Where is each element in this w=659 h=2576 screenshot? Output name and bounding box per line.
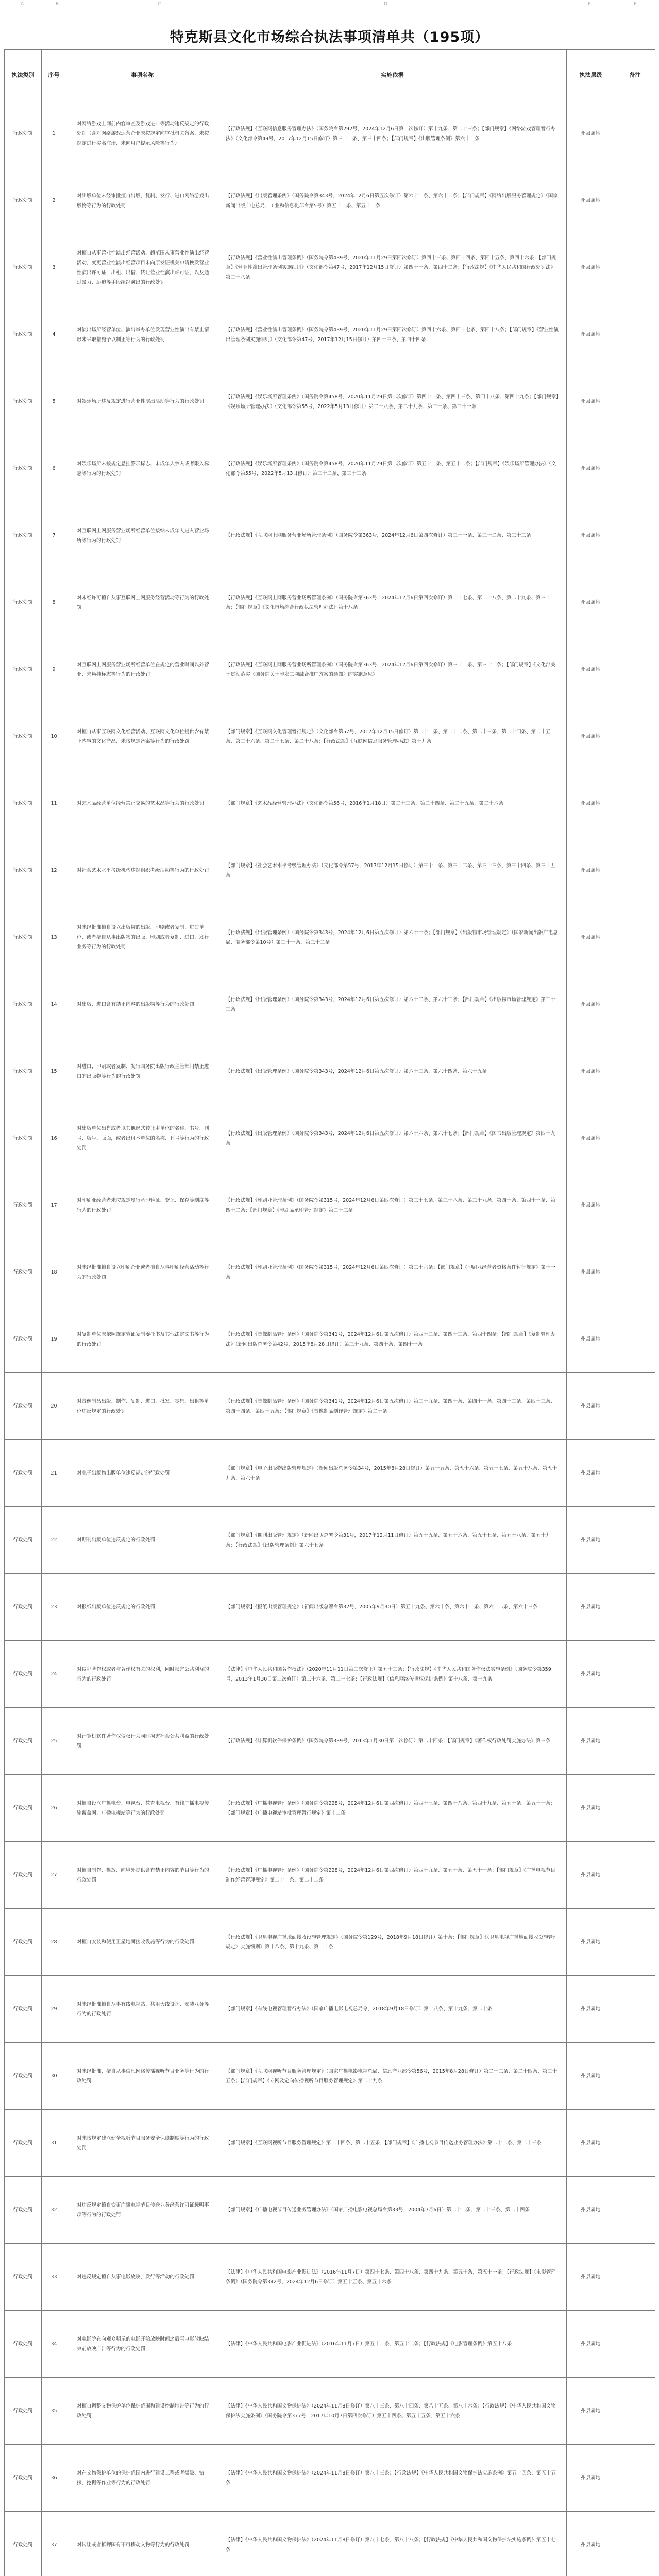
row-legal-basis-cell: 【行政法规】《广播电视管理条例》（国务院令第228号，2024年12月6日第四次修订）第四十七条、第四十八条、第四十九条、第五十条、第五十一条；【部门规章】《广播电视站审批管理暂行规定》第十二条 — [218, 1775, 567, 1842]
row-note-cell — [615, 1373, 655, 1440]
column-letter-d: D — [384, 2, 387, 7]
row-category-cell: 行政处罚 — [5, 234, 42, 301]
row-seq-cell: 14 — [42, 971, 66, 1038]
row-level-cell: 州县属地 — [567, 502, 615, 569]
row-level-cell: 州县属地 — [567, 100, 615, 167]
row-legal-basis-cell: 【法律】《中华人民共和国电影产业促进法》（2016年11月7日）第五十一条、第五十二条；【行政法规】《电影管理条例》第五十八条 — [218, 2311, 567, 2378]
row-level-cell: 州县属地 — [567, 2311, 615, 2378]
row-category-cell: 行政处罚 — [5, 1574, 42, 1641]
row-note-cell — [615, 502, 655, 569]
row-legal-basis-cell: 【法律】《中华人民共和国文物保护法》（2024年11月8日修订）第八十七条、第八十八条；【行政法规】《中华人民共和国文物保护法实施条例》第五十七条 — [218, 2512, 567, 2576]
row-legal-basis-cell: 【行政法规】《互联网上网服务营业场所管理条例》（国务院令第363号，2024年12月6日第四次修订）第二十七条、第二十八条、第二十九条、第三十条；【部门规章】《文化市场综合行政执法管理办法》第十八条 — [218, 569, 567, 636]
row-seq-cell: 4 — [42, 301, 66, 368]
row-note-cell — [615, 1775, 655, 1842]
row-seq-cell: 17 — [42, 1172, 66, 1239]
table-row — [5, 1708, 655, 1775]
row-note-cell — [615, 1440, 655, 1507]
row-category-cell: 行政处罚 — [5, 971, 42, 1038]
row-level-cell: 州县属地 — [567, 234, 615, 301]
row-level-cell: 州县属地 — [567, 1641, 615, 1708]
row-category-cell: 行政处罚 — [5, 1373, 42, 1440]
row-legal-basis-cell: 【行政法规】《印刷业管理条例》（国务院令第315号，2024年12月6日第四次修订）第三十六条；【部门规章】《印刷业经营者资格条件暂行规定》第十一条 — [218, 1239, 567, 1306]
row-legal-basis-cell: 【法律】《中华人民共和国文物保护法》（2024年11月8日修订）第八十三条、第八十四条、第八十五条、第八十六条；【行政法规】《中华人民共和国文物保护法实施条例》（国务院令第377号，2017年10月7日第四次修订）第五十四条、第五十五条、第五十六条 — [218, 2378, 567, 2445]
row-item-name-cell: 对印刷业经营者未按规定履行承印验证、登记、保存等制度等行为的行政处罚 — [66, 1172, 218, 1239]
row-legal-basis-cell: 【部门规章】《互联网视听节目服务管理规定》第二十四条、第二十五条；【部门规章】《广播电视节目传送业务管理办法》第二十二条、第二十三条 — [218, 2110, 567, 2177]
row-level-cell: 州县属地 — [567, 770, 615, 837]
row-note-cell — [615, 100, 655, 167]
row-legal-basis-cell: 【行政法规】《印刷业管理条例》（国务院令第315号，2024年12月6日第四次修订）第三十七条、第三十八条、第三十九条、第四十条、第四十一条、第四十二条；【部门规章】《印刷品承印管理规定》第二十三条 — [218, 1172, 567, 1239]
row-legal-basis-cell: 【部门规章】《互联网视听节目服务管理规定》（国家广播电影电视总局、信息产业部令第56号，2015年8月28日修订）第二十三条、第二十四条、第二十五条；【部门规章】《专网及定向传播视听节目服务管理规定》第二十九条 — [218, 2043, 567, 2110]
row-note-cell — [615, 1708, 655, 1775]
row-item-name-cell: 对擅自从事互联网文化经营活动、互联网文化单位提供含有禁止内容的文化产品、未按规定备案等行为的行政处罚 — [66, 703, 218, 770]
row-item-name-cell: 对娱乐场所未按规定悬挂警示标志、未成年人禁入或者限入标志等行为的行政处罚 — [66, 435, 218, 502]
row-note-cell — [615, 636, 655, 703]
row-category-cell: 行政处罚 — [5, 100, 42, 167]
row-note-cell — [615, 1038, 655, 1105]
column-letter-b: B — [56, 2, 59, 7]
row-legal-basis-cell: 【部门规章】《互联网文化管理暂行规定》（文化部令第57号，2017年12月15日修订）第二十一条、第二十二条、第二十三条、第二十四条、第二十五条、第二十六条、第二十七条、第二十八条；【行政法规】《互联网信息服务管理办法》第十九条 — [218, 703, 567, 770]
row-seq-cell: 19 — [42, 1306, 66, 1373]
row-seq-cell: 10 — [42, 703, 66, 770]
row-legal-basis-cell: 【行政法规】《出版管理条例》（国务院令第343号，2024年12月6日第五次修订）第六十六条、第六十七条；【部门规章】《图书出版管理规定》第四十九条 — [218, 1105, 567, 1172]
row-item-name-cell: 对转让或者抵押国有不可移动文物等行为的行政处罚 — [66, 2512, 218, 2576]
header-level: 执法层级 — [567, 50, 615, 100]
row-seq-cell: 26 — [42, 1775, 66, 1842]
row-item-name-cell: 对侵犯著作权或者与著作权有关的权利，同时损害公共利益的行为的行政处罚 — [66, 1641, 218, 1708]
table-row — [5, 1641, 655, 1708]
table-row — [5, 234, 655, 301]
row-level-cell: 州县属地 — [567, 1775, 615, 1842]
row-level-cell: 州县属地 — [567, 971, 615, 1038]
row-seq-cell: 13 — [42, 904, 66, 971]
row-note-cell — [615, 1909, 655, 1976]
table-row — [5, 435, 655, 502]
header-seq: 序号 — [42, 50, 66, 100]
row-note-cell — [615, 2043, 655, 2110]
row-item-name-cell: 对演出场所经营单位、演出举办单位发现营业性演出有禁止情形未采取措施予以制止等行为的行政处罚 — [66, 301, 218, 368]
row-legal-basis-cell: 【行政法规】《出版管理条例》（国务院令第343号，2024年12月6日第五次修订）第六十二条、第六十三条；【部门规章】《出版物市场管理规定》第三十三条 — [218, 971, 567, 1038]
row-seq-cell: 7 — [42, 502, 66, 569]
row-legal-basis-cell: 【部门规章】《电子出版物出版管理规定》（新闻出版总署令第34号，2015年8月28日修订）第五十五条、第五十六条、第五十七条、第五十八条、第五十九条、第六十条 — [218, 1440, 567, 1507]
row-seq-cell: 37 — [42, 2512, 66, 2576]
row-seq-cell: 12 — [42, 837, 66, 904]
row-note-cell — [615, 2445, 655, 2512]
row-legal-basis-cell: 【行政法规】《广播电视管理条例》（国务院令第228号，2024年12月6日第四次修订）第四十九条、第五十条、第五十一条；【部门规章】《广播电视节目制作经营管理规定》第二十一条、第二十二条 — [218, 1842, 567, 1909]
row-item-name-cell: 对违反规定擅自从事电影放映、发行等活动的行政处罚 — [66, 2244, 218, 2311]
table-row — [5, 100, 655, 167]
row-note-cell — [615, 1105, 655, 1172]
table-row — [5, 2311, 655, 2378]
row-legal-basis-cell: 【行政法规】《互联网上网服务营业场所管理条例》（国务院令第363号，2024年12月6日第四次修订）第三十一条、第三十二条、第三十三条 — [218, 502, 567, 569]
table-row — [5, 2043, 655, 2110]
row-category-cell: 行政处罚 — [5, 2177, 42, 2244]
header-name: 事项名称 — [66, 50, 218, 100]
row-category-cell: 行政处罚 — [5, 368, 42, 435]
document-title: 特克斯县文化市场综合执法事项清单共（195项） — [170, 29, 489, 45]
table-row — [5, 770, 655, 837]
row-category-cell: 行政处罚 — [5, 2043, 42, 2110]
row-level-cell: 州县属地 — [567, 703, 615, 770]
row-category-cell: 行政处罚 — [5, 837, 42, 904]
row-seq-cell: 25 — [42, 1708, 66, 1775]
row-note-cell — [615, 971, 655, 1038]
row-legal-basis-cell: 【法律】《中华人民共和国文物保护法》（2024年11月8日修订）第八十三条；【行政法规】《中华人民共和国文物保护法实施条例》第五十四条、第五十五条 — [218, 2445, 567, 2512]
row-legal-basis-cell: 【行政法规】《计算机软件保护条例》（国务院令第339号，2013年1月30日第二次修订）第二十四条；【部门规章】《著作权行政处罚实施办法》第三条 — [218, 1708, 567, 1775]
row-item-name-cell: 对社会艺术水平考级机构违规组织考级活动等行为的行政处罚 — [66, 837, 218, 904]
row-legal-basis-cell: 【法律】《中华人民共和国著作权法》（2020年11月11日第三次修正）第五十三条；【行政法规】《中华人民共和国著作权法实施条例》（国务院令第359号，2013年1月30日第二次修订）第三十六条、第三十七条；【行政法规】《信息网络传播权保护条例》第十八条、第十九条 — [218, 1641, 567, 1708]
table-row — [5, 1507, 655, 1574]
table-row — [5, 837, 655, 904]
row-seq-cell: 16 — [42, 1105, 66, 1172]
row-category-cell: 行政处罚 — [5, 703, 42, 770]
row-level-cell: 州县属地 — [567, 1105, 615, 1172]
row-item-name-cell: 对艺术品经营单位经营禁止交易的艺术品等行为的行政处罚 — [66, 770, 218, 837]
row-legal-basis-cell: 【部门规章】《报纸出版管理规定》（新闻出版总署令第32号，2005年9月30日）第五十九条、第六十条、第六十一条、第六十二条、第六十三条 — [218, 1574, 567, 1641]
row-item-name-cell: 对未经批准擅自从事有线电视站、共用天线设计、安装业务等行为的行政处罚 — [66, 1976, 218, 2043]
row-category-cell: 行政处罚 — [5, 435, 42, 502]
row-seq-cell: 31 — [42, 2110, 66, 2177]
row-item-name-cell: 对未经许可擅自从事互联网上网服务经营活动等行为的行政处罚 — [66, 569, 218, 636]
table-row — [5, 1373, 655, 1440]
row-item-name-cell: 对网络游戏上网前内容审查及游戏进口等活动违反规定的行政处罚（含对网络游戏运营企业未按规定向审批机关备案、未按规定进行实名注册、未向用户提示风险等行为） — [66, 100, 218, 167]
row-seq-cell: 2 — [42, 167, 66, 234]
row-note-cell — [615, 2110, 655, 2177]
table-row — [5, 301, 655, 368]
row-item-name-cell: 对擅自设立广播电台、电视台、教育电视台、有线广播电视传输覆盖网、广播电视站等行为的行政处罚 — [66, 1775, 218, 1842]
table-row — [5, 703, 655, 770]
row-category-cell: 行政处罚 — [5, 904, 42, 971]
table-row — [5, 1440, 655, 1507]
row-seq-cell: 34 — [42, 2311, 66, 2378]
row-item-name-cell: 对进口、印刷或者复制、发行国务院出版行政主管部门禁止进口的出版物等行为的行政处罚 — [66, 1038, 218, 1105]
header-basis: 实施依据 — [218, 50, 567, 100]
row-level-cell: 州县属地 — [567, 1440, 615, 1507]
row-item-name-cell: 对电子出版物出版单位违反规定的行政处罚 — [66, 1440, 218, 1507]
row-item-name-cell: 对出版单位出售或者以其他形式转让本单位的名称、书号、刊号、版号、版面，或者出租本单位的名称、刊号等行为的行政处罚 — [66, 1105, 218, 1172]
row-note-cell — [615, 2244, 655, 2311]
table-row — [5, 1842, 655, 1909]
row-item-name-cell: 对期刊出版单位违反规定的行政处罚 — [66, 1507, 218, 1574]
row-category-cell: 行政处罚 — [5, 1775, 42, 1842]
row-category-cell: 行政处罚 — [5, 2378, 42, 2445]
row-note-cell — [615, 1842, 655, 1909]
row-note-cell — [615, 368, 655, 435]
row-seq-cell: 20 — [42, 1373, 66, 1440]
row-seq-cell: 11 — [42, 770, 66, 837]
row-category-cell: 行政处罚 — [5, 569, 42, 636]
table-row — [5, 1038, 655, 1105]
row-note-cell — [615, 770, 655, 837]
row-level-cell: 州县属地 — [567, 435, 615, 502]
row-category-cell: 行政处罚 — [5, 2311, 42, 2378]
table-row — [5, 1172, 655, 1239]
table-row — [5, 502, 655, 569]
row-legal-basis-cell: 【行政法规】《营业性演出管理条例》（国务院令第439号，2020年11月29日第四次修订）第四十三条、第四十四条、第四十五条、第四十六条；【部门规章】《营业性演出管理条例实施细则》（文化部令第47号，2017年12月15日修订）第四十一条、第四十二条；【行政法规】《中华人民共和国行政处罚法》第二十八条 — [218, 234, 567, 301]
table-row — [5, 2512, 655, 2576]
row-item-name-cell: 对未按规定建立健全视听节目服务安全保障制度等行为的行政处罚 — [66, 2110, 218, 2177]
row-legal-basis-cell: 【行政法规】《出版管理条例》（国务院令第343号，2024年12月6日第五次修订）第六十一条、第六十二条；【部门规章】《网络出版服务管理规定》（国家新闻出版广电总局、工业和信息化部令第5号）第五十一条、第五十二条 — [218, 167, 567, 234]
row-legal-basis-cell: 【行政法规】《音像制品管理条例》（国务院令第341号，2024年12月6日第五次修订）第三十九条、第四十条、第四十一条、第四十二条、第四十三条、第四十四条、第四十五条；【部门规章】《音像制品制作管理规定》第二十条 — [218, 1373, 567, 1440]
row-level-cell: 州县属地 — [567, 904, 615, 971]
column-letter-c: C — [158, 2, 161, 7]
row-item-name-cell: 对未经批准擅自设立出版物的出版、印刷或者复制、进口单位，或者擅自从事出版物的出版、印刷或者复制、进口、发行业务等行为的行政处罚 — [66, 904, 218, 971]
row-seq-cell: 29 — [42, 1976, 66, 2043]
row-seq-cell: 35 — [42, 2378, 66, 2445]
row-category-cell: 行政处罚 — [5, 502, 42, 569]
row-item-name-cell: 对互联网上网服务营业场所经营单位接纳未成年人进入营业场所等行为的行政处罚 — [66, 502, 218, 569]
row-legal-basis-cell: 【行政法规】《娱乐场所管理条例》（国务院令第458号，2020年11月29日第二次修订）第五十一条、第五十二条；【部门规章】《娱乐场所管理办法》（文化部令第55号，2022年5月13日修订）第三十二条、第三十三条 — [218, 435, 567, 502]
row-category-cell: 行政处罚 — [5, 2244, 42, 2311]
row-category-cell: 行政处罚 — [5, 1909, 42, 1976]
header-category: 执法类别 — [5, 50, 42, 100]
row-level-cell: 州县属地 — [567, 1172, 615, 1239]
row-legal-basis-cell: 【部门规章】《艺术品经营管理办法》（文化部令第56号，2016年1月18日）第二十三条、第二十四条、第二十五条、第二十六条 — [218, 770, 567, 837]
row-note-cell — [615, 904, 655, 971]
row-item-name-cell: 对擅自调整文物保护单位保护范围和建设控制地带等行为的行政处罚 — [66, 2378, 218, 2445]
row-seq-cell: 21 — [42, 1440, 66, 1507]
row-item-name-cell: 对违反规定擅自变更广播电视节目传送业务经营许可证载明事项等行为的行政处罚 — [66, 2177, 218, 2244]
table-row — [5, 2378, 655, 2445]
row-item-name-cell: 对擅自安装和使用卫星地面接收设施等行为的行政处罚 — [66, 1909, 218, 1976]
row-seq-cell: 1 — [42, 100, 66, 167]
row-level-cell: 州县属地 — [567, 837, 615, 904]
row-category-cell: 行政处罚 — [5, 1708, 42, 1775]
row-note-cell — [615, 703, 655, 770]
row-category-cell: 行政处罚 — [5, 2110, 42, 2177]
row-level-cell: 州县属地 — [567, 1038, 615, 1105]
row-level-cell: 州县属地 — [567, 1373, 615, 1440]
row-category-cell: 行政处罚 — [5, 770, 42, 837]
table-row — [5, 2110, 655, 2177]
row-legal-basis-cell: 【部门规章】《期刊出版管理规定》（新闻出版总署令第31号，2017年12月11日修订）第五十五条、第五十六条、第五十七条、第五十八条、第五十九条；【行政法规】《出版管理条例》第六十七条 — [218, 1507, 567, 1574]
row-category-cell: 行政处罚 — [5, 2445, 42, 2512]
table-header-row — [5, 50, 655, 100]
row-level-cell: 州县属地 — [567, 2445, 615, 2512]
row-note-cell — [615, 569, 655, 636]
row-level-cell: 州县属地 — [567, 1507, 615, 1574]
row-category-cell: 行政处罚 — [5, 1440, 42, 1507]
table-row — [5, 2244, 655, 2311]
row-legal-basis-cell: 【行政法规】《营业性演出管理条例》（国务院令第439号，2020年11月29日第四次修订）第四十六条、第四十七条、第四十八条；【部门规章】《营业性演出管理条例实施细则》（文化部令第47号，2017年12月15日修订）第四十三条、第四十四条 — [218, 301, 567, 368]
row-legal-basis-cell: 【部门规章】《广播电视节目传送业务管理办法》（国家广播电影电视总局令第33号，2004年7月6日）第二十二条、第二十三条、第二十四条 — [218, 2177, 567, 2244]
row-legal-basis-cell: 【行政法规】《互联网信息服务管理办法》（国务院令第292号，2024年12月6日第二次修订）第十九条、第二十三条；【部门规章】《网络游戏管理暂行办法》（文化部令第49号，2017年12月15日修订）第三十一条、第三十四条；【部门规章】《出版管理条例》第六十一条 — [218, 100, 567, 167]
row-legal-basis-cell: 【部门规章】《社会艺术水平考级管理办法》（文化部令第57号，2017年12月15日修订）第三十一条、第三十二条、第三十三条、第三十四条、第三十五条 — [218, 837, 567, 904]
row-note-cell — [615, 301, 655, 368]
row-item-name-cell: 对擅自制作、播放、向境外提供含有禁止内容的节目等行为的行政处罚 — [66, 1842, 218, 1909]
table-row — [5, 569, 655, 636]
row-note-cell — [615, 2311, 655, 2378]
row-category-cell: 行政处罚 — [5, 1976, 42, 2043]
column-letter-a: A — [21, 2, 24, 7]
row-legal-basis-cell: 【法律】《中华人民共和国电影产业促进法》（2016年11月7日）第四十七条、第四十八条、第四十九条、第五十条、第五十一条；【行政法规】《电影管理条例》（国务院令第342号，2024年12月6日修订）第五十五条、第五十六条 — [218, 2244, 567, 2311]
table-row — [5, 1775, 655, 1842]
row-category-cell: 行政处罚 — [5, 1306, 42, 1373]
table-row — [5, 167, 655, 234]
row-category-cell: 行政处罚 — [5, 1038, 42, 1105]
row-item-name-cell: 对互联网上网服务营业场所经营单位在规定的营业时间以外营业、未悬挂标志等行为的行政处罚 — [66, 636, 218, 703]
row-seq-cell: 24 — [42, 1641, 66, 1708]
table-row — [5, 971, 655, 1038]
row-legal-basis-cell: 【行政法规】《卫星电视广播地面接收设施管理规定》（国务院令第129号，2018年9月18日修订）第十条；【部门规章】《〈卫星电视广播地面接收设施管理规定〉实施细则》第十八条、第十九条、第二十条 — [218, 1909, 567, 1976]
row-note-cell — [615, 2512, 655, 2576]
table-row — [5, 904, 655, 971]
row-note-cell — [615, 1641, 655, 1708]
table-row — [5, 636, 655, 703]
row-seq-cell: 8 — [42, 569, 66, 636]
row-level-cell: 州县属地 — [567, 1574, 615, 1641]
row-legal-basis-cell: 【行政法规】《出版管理条例》（国务院令第343号，2024年12月6日第五次修订）第六十三条、第六十四条、第六十五条 — [218, 1038, 567, 1105]
row-level-cell: 州县属地 — [567, 1909, 615, 1976]
table-row — [5, 1976, 655, 2043]
row-note-cell — [615, 234, 655, 301]
table-row — [5, 1239, 655, 1306]
row-note-cell — [615, 1306, 655, 1373]
row-level-cell: 州县属地 — [567, 1239, 615, 1306]
row-level-cell: 州县属地 — [567, 1708, 615, 1775]
row-item-name-cell: 对出版、进口含有禁止内容的出版物等行为的行政处罚 — [66, 971, 218, 1038]
row-item-name-cell: 对复制单位未依照规定验证复制委托书及其他法定文书等行为的行政处罚 — [66, 1306, 218, 1373]
row-note-cell — [615, 1507, 655, 1574]
row-level-cell: 州县属地 — [567, 2043, 615, 2110]
row-legal-basis-cell: 【行政法规】《互联网上网服务营业场所管理条例》（国务院令第363号，2024年12月6日第四次修订）第三十一条、第三十二条；【部门规章】《文化部关于贯彻落实〈国务院关于印发三网融合推广方案的通知〉的实施意见》 — [218, 636, 567, 703]
table-row — [5, 2177, 655, 2244]
row-seq-cell: 23 — [42, 1574, 66, 1641]
row-item-name-cell: 对报纸出版单位违反规定的行政处罚 — [66, 1574, 218, 1641]
row-note-cell — [615, 2378, 655, 2445]
row-category-cell: 行政处罚 — [5, 1239, 42, 1306]
row-legal-basis-cell: 【行政法规】《音像制品管理条例》（国务院令第341号，2024年12月6日第五次修订）第四十二条、第四十三条、第四十四条；【部门规章】《复制管理办法》（新闻出版总署令第42号，2015年8月28日修订）第三十九条、第四十条、第四十一条 — [218, 1306, 567, 1373]
enforcement-items-table — [4, 49, 655, 2576]
row-level-cell: 州县属地 — [567, 301, 615, 368]
row-level-cell: 州县属地 — [567, 2512, 615, 2576]
row-level-cell: 州县属地 — [567, 569, 615, 636]
row-category-cell: 行政处罚 — [5, 1172, 42, 1239]
table-row — [5, 1306, 655, 1373]
row-note-cell — [615, 2177, 655, 2244]
row-legal-basis-cell: 【行政法规】《出版管理条例》（国务院令第343号，2024年12月6日第五次修订）第六十一条；【部门规章】《出版物市场管理规定》（国家新闻出版广电总局、商务部令第10号）第三十一条、第三十二条 — [218, 904, 567, 971]
row-note-cell — [615, 1574, 655, 1641]
row-level-cell: 州县属地 — [567, 1842, 615, 1909]
row-note-cell — [615, 1976, 655, 2043]
row-level-cell: 州县属地 — [567, 2244, 615, 2311]
row-item-name-cell: 对电影院在向观众明示的电影开始放映时间之后至电影放映结束前放映广告等行为的行政处罚 — [66, 2311, 218, 2378]
row-level-cell: 州县属地 — [567, 2378, 615, 2445]
row-seq-cell: 33 — [42, 2244, 66, 2311]
table-row — [5, 368, 655, 435]
row-level-cell: 州县属地 — [567, 1306, 615, 1373]
row-note-cell — [615, 837, 655, 904]
row-seq-cell: 6 — [42, 435, 66, 502]
row-category-cell: 行政处罚 — [5, 167, 42, 234]
row-item-name-cell: 对未经批准，擅自从事信息网络传播视听节目业务等行为的行政处罚 — [66, 2043, 218, 2110]
row-category-cell: 行政处罚 — [5, 1641, 42, 1708]
row-category-cell: 行政处罚 — [5, 301, 42, 368]
row-note-cell — [615, 1172, 655, 1239]
row-category-cell: 行政处罚 — [5, 1842, 42, 1909]
row-legal-basis-cell: 【部门规章】《有线电视管理暂行办法》（国家广播电影电视总局令，2018年9月18日修订）第十八条、第十九条、第二十条 — [218, 1976, 567, 2043]
table-row — [5, 1574, 655, 1641]
row-seq-cell: 9 — [42, 636, 66, 703]
row-seq-cell: 32 — [42, 2177, 66, 2244]
row-seq-cell: 28 — [42, 1909, 66, 1976]
row-seq-cell: 18 — [42, 1239, 66, 1306]
row-item-name-cell: 对在文物保护单位的保护范围内进行建设工程或者爆破、钻探、挖掘等作业等行为的行政处罚 — [66, 2445, 218, 2512]
row-item-name-cell: 对娱乐场所违反规定进行营业性演出活动等行为的行政处罚 — [66, 368, 218, 435]
row-category-cell: 行政处罚 — [5, 1105, 42, 1172]
column-letter-e: E — [588, 2, 591, 7]
row-level-cell: 州县属地 — [567, 2110, 615, 2177]
header-note: 备注 — [615, 50, 655, 100]
row-seq-cell: 15 — [42, 1038, 66, 1105]
row-item-name-cell: 对音像制品出版、制作、复制、进口、批发、零售、出租等单位违反规定的行政处罚 — [66, 1373, 218, 1440]
row-note-cell — [615, 435, 655, 502]
row-seq-cell: 36 — [42, 2445, 66, 2512]
table-row — [5, 1909, 655, 1976]
column-letter-header — [0, 0, 659, 9]
row-category-cell: 行政处罚 — [5, 2512, 42, 2576]
row-level-cell: 州县属地 — [567, 167, 615, 234]
row-seq-cell: 5 — [42, 368, 66, 435]
row-seq-cell: 3 — [42, 234, 66, 301]
column-letter-f: F — [634, 2, 637, 7]
row-item-name-cell: 对未经批准擅自设立印刷企业或者擅自从事印刷经营活动等行为的行政处罚 — [66, 1239, 218, 1306]
table-row — [5, 1105, 655, 1172]
row-level-cell: 州县属地 — [567, 2177, 615, 2244]
row-seq-cell: 27 — [42, 1842, 66, 1909]
row-seq-cell: 22 — [42, 1507, 66, 1574]
row-level-cell: 州县属地 — [567, 636, 615, 703]
row-category-cell: 行政处罚 — [5, 1507, 42, 1574]
row-note-cell — [615, 167, 655, 234]
row-category-cell: 行政处罚 — [5, 636, 42, 703]
row-seq-cell: 30 — [42, 2043, 66, 2110]
row-item-name-cell: 对擅自从事营业性演出经营活动、超范围从事营业性演出经营活动，变更营业性演出经营项目未向原发证机关申请换发营业性演出许可证，出租、出借、转让营业性演出许可证，以及通过暴力、胁迫等手段组织演出的行政处罚 — [66, 234, 218, 301]
row-note-cell — [615, 1239, 655, 1306]
row-legal-basis-cell: 【行政法规】《娱乐场所管理条例》（国务院令第458号，2020年11月29日第二次修订）第四十一条、第四十三条、第四十八条、第四十九条；【部门规章】《娱乐场所管理办法》（文化部令第55号，2022年5月13日修订）第二十八条、第二十九条、第三十条、第三十一条 — [218, 368, 567, 435]
row-level-cell: 州县属地 — [567, 1976, 615, 2043]
row-level-cell: 州县属地 — [567, 368, 615, 435]
table-row — [5, 2445, 655, 2512]
row-item-name-cell: 对出版单位未经审批擅自出版、复制、发行、进口网络游戏出版物等行为的行政处罚 — [66, 167, 218, 234]
row-item-name-cell: 对计算机软件著作权侵权行为同时损害社会公共利益的行政处罚 — [66, 1708, 218, 1775]
